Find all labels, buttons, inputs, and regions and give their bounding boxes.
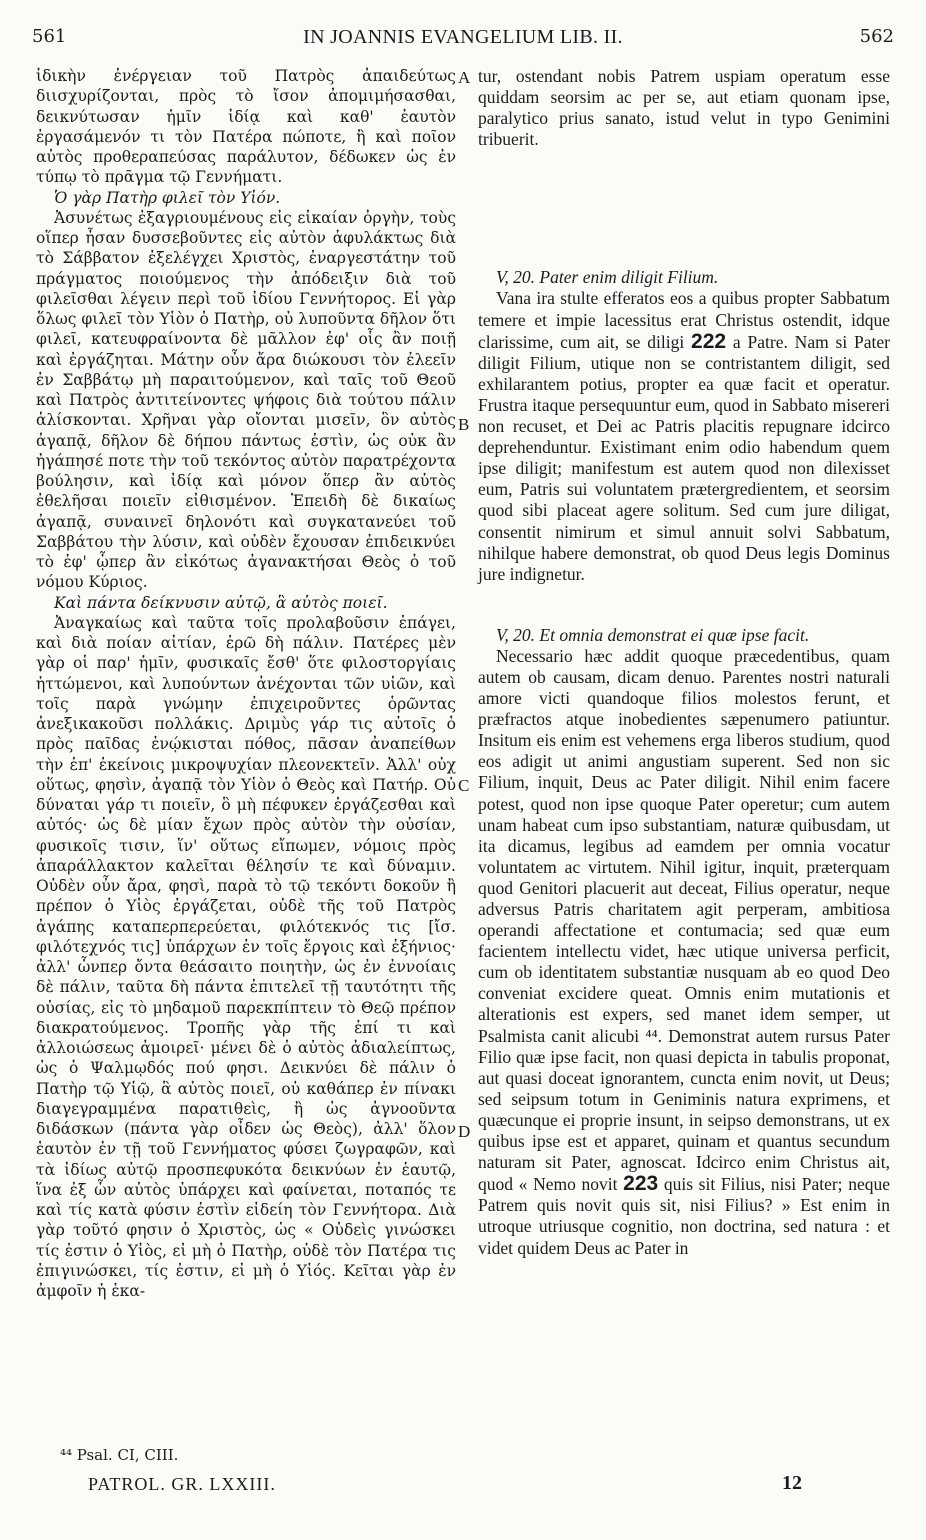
latin-paragraph-3-end: quis sit Filius, nisi Pater; neque Patrem quis novit quis sit, nisi Filius? » Est enim in utroque utriusque cognitio, non doctrina, sed natura : et videt quidem Deus ac Pater in <box>478 1174 890 1258</box>
page-number-left: 561 <box>32 26 67 47</box>
latin-paragraph-2-start: Vana ira stulte efferatos eos a quibus propter Sabbatum temere et impie lacessitus erat Christus ostendit, idque clarissime, cum ait, se diligi <box>478 288 890 352</box>
column-number-222: 222 <box>691 329 727 353</box>
running-title: IN JOANNIS EVANGELIUM LIB. II. <box>303 26 623 48</box>
margin-marker-c: C <box>458 776 470 795</box>
latin-lemma-2: V, 20. Et omnia demonstrat ei quæ ipse facit. <box>496 624 810 645</box>
greek-paragraph-2: Ἀσυνέτως ἐξαγριουμένους εἰς εἰκαίαν ὀργὴν, τοὺς οἵπερ ἦσαν δυσσεβοῦντες εἰς αὐτὸν ἀφυλάκτως διὰ τὸ Σάββατον ἐξελέγχει Χριστὸς, ἐναργεστάτην τοῦ πράγματος ποιούμενος τὴν ἀπόδειξιν διὰ τοῦ φιλεῖσθαι λέγειν περὶ τοῦ ἰδίου Γεννήτορος. Εἰ γὰρ ὅλως φιλεῖ τὸν Υἱὸν ὁ Πατὴρ, οὐ λυποῦντα δῆλον ὅτι φιλεῖ, κατευφραίνοντα δὲ μᾶλλον ἐφ' οἷς ἂν ποιῇ καὶ ἐργάζηται. Μάτην οὖν ἄρα διώκουσι τὸν ἐλεεῖν ἐν Σαββάτῳ μὴ παραιτούμενον, καὶ ταῖς τοῦ Θεοῦ καὶ Πατρὸς ἀντιτείνοντες ψήφοις διὰ τούτου πάλιν ἁλίσκονται. Χρῆναι γὰρ οἴονται μισεῖν, ὃν αὐτὸς ἀγαπᾷ, δῆλον δὲ δήπου πάντως ἐστὶν, ὡς οὐκ ἂν ἠγάπησέ ποτε τὴν τοῦ τεκόντος αὐτὸν παρατρέχοντα βούλησιν, καὶ ἰδίᾳ καὶ μόνον ὅπερ ἂν αὐτὸς ἐθελῆσαι ποιεῖν εἰθισμένον. Ἐπειδὴ δὲ δικαίως ἀγαπᾷ, συναινεῖ δηλονότι καὶ συγκατανεύει τοῦ Σαββάτου τὴν λύσιν, καὶ οὐδὲν ἔχουσαν ἐπιδεικνύει τὸ ἐφ' ᾧπερ ἂν εἰκότως ἀγανακτήσαι Θεὸς ὁ τοῦ νόμου Κύριος. <box>36 208 456 592</box>
latin-paragraph-1: tur, ostendant nobis Patrem uspiam operatum esse quiddam seorsim ac per se, aut etiam quonam ipse, paralytico prius sanato, istud velut in typo Genimini tribuerit. <box>478 66 890 150</box>
footer-sheet-number: 12 <box>782 1472 802 1494</box>
latin-paragraph-3-start: Necessario hæc addit quoque præcedentibus, quam autem ob causam, dicam denuo. Parentes nostri naturali amore victi quandoque filios molestos ferunt, et præfractos atque inobedientes sæpenumero patiuntur. Insitum eis enim est vehemens erga liberos studium, quod eos adigit ut animi angustiam superent. Sed non sic Filium, inquit, Deus ac Pater diligit. Nihil enim facere potest, quod non ipse quoque Pater operetur; cum autem unam habeat cum ipso substantiam, naturæ quibusdam, ut ita dicamus, legibus ad eamdem per omnia vocatur voluntatem ac virtutem. Nihil igitur, inquit, præterquam quod Genitori placuerit aut deceat, Filius operatur, neque adversus Patris charitatem agit perperam, ambitiosa operandi affectatione et contumacia; sed quæ eum facientem intellectu videt, hæc utique universa perficit, cum ob identitatem substantiæ nusquam ab eo quod Deo conveniat excidere queat. Omnis enim mutationis et alterationis est expers, sed manet idem semper, ut Psalmista canit alicubi ⁴⁴. Demonstrat autem rursus Pater Filio quæ ipse facit, non quasi depicta in tabulis proponat, aut quasi doceat ignorantem, cuncta enim novit, ut Deus; sed seipsum totum in Geniminis natura exprimens, et quæcunque ei proprie insunt, in seipso demonstrans, ut ex quibus ipse est et apparet, quinam et quantus secundum naturam sit Pater, agnoscat. Idcirco enim Christus ait, quod « Nemo novit <box>478 645 890 1195</box>
column-number-223: 223 <box>623 1172 659 1196</box>
latin-paragraph-2-end: a Patre. Nam si Pater diligit Filium, utique non se contristantem diligit, sed exhilarantem potius, propter ea quæ facit et operatur. Frustra itaque persequuntur eum, quod in Sabbato misereri non recuset, et Dei ac Patris placitis repugnare idcirco deprehenduntur. Existimant enim odio habendum quem ipse diligit; manifestum est autem quod non dilexisset eum, Patris sui voluntatem prætergredientem, et seorsim quod sibi placeat agere solitum. Sed cum jure diligat, consentit nimirum et simul annuit solvi Sabbatum, nihilque habere demonstrat, ob quod Deus legis Dominus jure indignetur. <box>478 331 890 584</box>
margin-marker-d: D <box>458 1122 471 1141</box>
footnote: ⁴⁴ Psal. CI, CIII. <box>60 1446 179 1464</box>
latin-paragraph-2 <box>478 288 890 584</box>
greek-column <box>36 66 456 1301</box>
greek-paragraph-3: Ἀναγκαίως καὶ ταῦτα τοῖς προλαβοῦσιν ἐπάγει, καὶ διὰ ποίαν αἰτίαν, ἐρῶ δὴ πάλιν. Πατέρες μὲν γὰρ οἱ παρ' ἡμῖν, φυσικαῖς ἔσθ' ὅτε φιλοστοργίαις ἡττώμενοι, καὶ λυπούντων ἀνέχονται τῶν υἱῶν, καὶ τοῖς παρὰ γνώμην ἐπιχειροῦντες ὁρῶντας ἀνεξικακοῦσι πολλάκις. Δριμὺς γάρ τις αὐτοῖς ὁ πρὸς παῖδας ἐνῴκισται πόθος, πᾶσαν ἀναπείθων τὴν ἐπ' ἐκείνοις μικροψυχίαν πλεονεκτεῖν. Ἀλλ' οὐχ οὕτως, φησὶν, ἀγαπᾷ τὸν Υἱὸν ὁ Θεὸς καὶ Πατήρ. Οὐ δύναται γάρ τι ποιεῖν, ὃ μὴ πέφυκεν ἐργάζεσθαι καὶ αὐτός· ὡς δὲ μίαν ἔχων πρὸς αὐτὸν τὴν οὐσίαν, φυσικοῖς τισιν, ἵν' οὕτως εἴπωμεν, νόμοις πρὸς ἀπαράλλακτον καλεῖται θέλησίν τε καὶ δύναμιν. Οὐδὲν οὖν ἄρα, φησὶ, παρὰ τὸ τῷ τεκόντι δοκοῦν ἢ πρέπον ὁ Υἱὸς ἐργάζεται, οὐδὲ τῆς τοῦ Πατρὸς ἀγάπης καταπερπερεύεται, φιλότεκνός τις [ἴσ. φιλότεχνός τις] ὑπάρχων ἐν τοῖς ἔργοις καὶ ἐξήνιος· ἀλλ' ὧνπερ ὄντα θεάσαιτο ποιητὴν, ὡς ἐν ἐννοίαις δὲ πάλιν, ταῦτα δὴ πάντα ἐπιτελεῖ τῇ ταυτότητι τῆς οὐσίας, εἰς τὸ μηδαμοῦ παρεκπίπτειν τὸ Θεῷ πρέπον διακρατούμενος. Τροπῆς γὰρ τῆς ἐπί τι καὶ ἀλλοιώσεως ἀμοιρεῖ· μένει δὲ ὁ αὐτὸς ἀδιαλείπτως, ὡς ὁ Ψαλμῳδός πού φησι. Δεικνύει δὲ πάλιν ὁ Πατὴρ τῷ Υἱῷ, ἃ αὐτὸς ποιεῖ, οὐ καθάπερ ἐν πίνακι διαγεγραμμένα παρατιθεὶς, ἢ ὡς ἀγνοοῦντα διδάσκων (πάντα γὰρ οἶδεν ὡς Θεὸς), ἀλλ' ὅλον ἑαυτὸν ἐν τῇ τοῦ Γεννήματος φύσει ζωγραφῶν, καὶ τὰ ἰδίως αὐτῷ προσπεφυκότα δεικνύων ἐν ἑαυτῷ, ἵνα ἐξ ὧν αὐτὸς ὑπάρχει καὶ φαίνεται, ποταπός τε καὶ τίς κατὰ φύσιν ἐστὶν εἰδείη τὸν Γεννήτορα. Διὰ γὰρ τοῦτό φησιν ὁ Χριστὸς, ὡς « Οὐδεὶς γινώσκει τίς ἐστιν ὁ Υἱὸς, εἰ μὴ ὁ Πατὴρ, οὐδὲ τὸν Πατέρα τις ἐπιγινώσκει, τίς ἐστιν, εἰ μὴ ὁ Υἱός. Κεῖται γὰρ ἐν ἀμφοῖν ἡ ἑκα- <box>36 613 456 1300</box>
greek-lemma-2: Καὶ πάντα δείκνυσιν αὐτῷ, ἃ αὐτὸς ποιεῖ. <box>54 593 388 612</box>
margin-marker-b: B <box>458 415 470 434</box>
page-number-right: 562 <box>859 26 894 47</box>
page-header <box>32 26 894 56</box>
greek-paragraph-1: ἰδικὴν ἐνέργειαν τοῦ Πατρὸς ἀπαιδεύτως διισχυρίζονται, πρὸς τὸ ἴσον ἀπομιμήσασθαι, δεικνύτωσαν ἡμῖν ἰδίᾳ καὶ καθ' ἑαυτὸν ἐργασάμενόν τι τὸν Πατέρα πώποτε, ἢ καὶ ποῖον αὐτὸς προθεραπεύσας παράλυτον, δέδωκεν ὡς ἐν τύπῳ τὸ πρᾶγμα τῷ Γεννήματι. <box>36 67 456 187</box>
footer-signature: PATROL. GR. LXXIII. <box>88 1474 276 1494</box>
latin-lemma-1: V, 20. Pater enim diligit Filium. <box>496 267 719 288</box>
latin-column <box>478 66 890 1259</box>
latin-paragraph-3 <box>478 646 890 1259</box>
margin-marker-a: A <box>458 68 471 87</box>
greek-lemma-1: Ὁ γὰρ Πατὴρ φιλεῖ τὸν Υἱόν. <box>54 188 281 207</box>
